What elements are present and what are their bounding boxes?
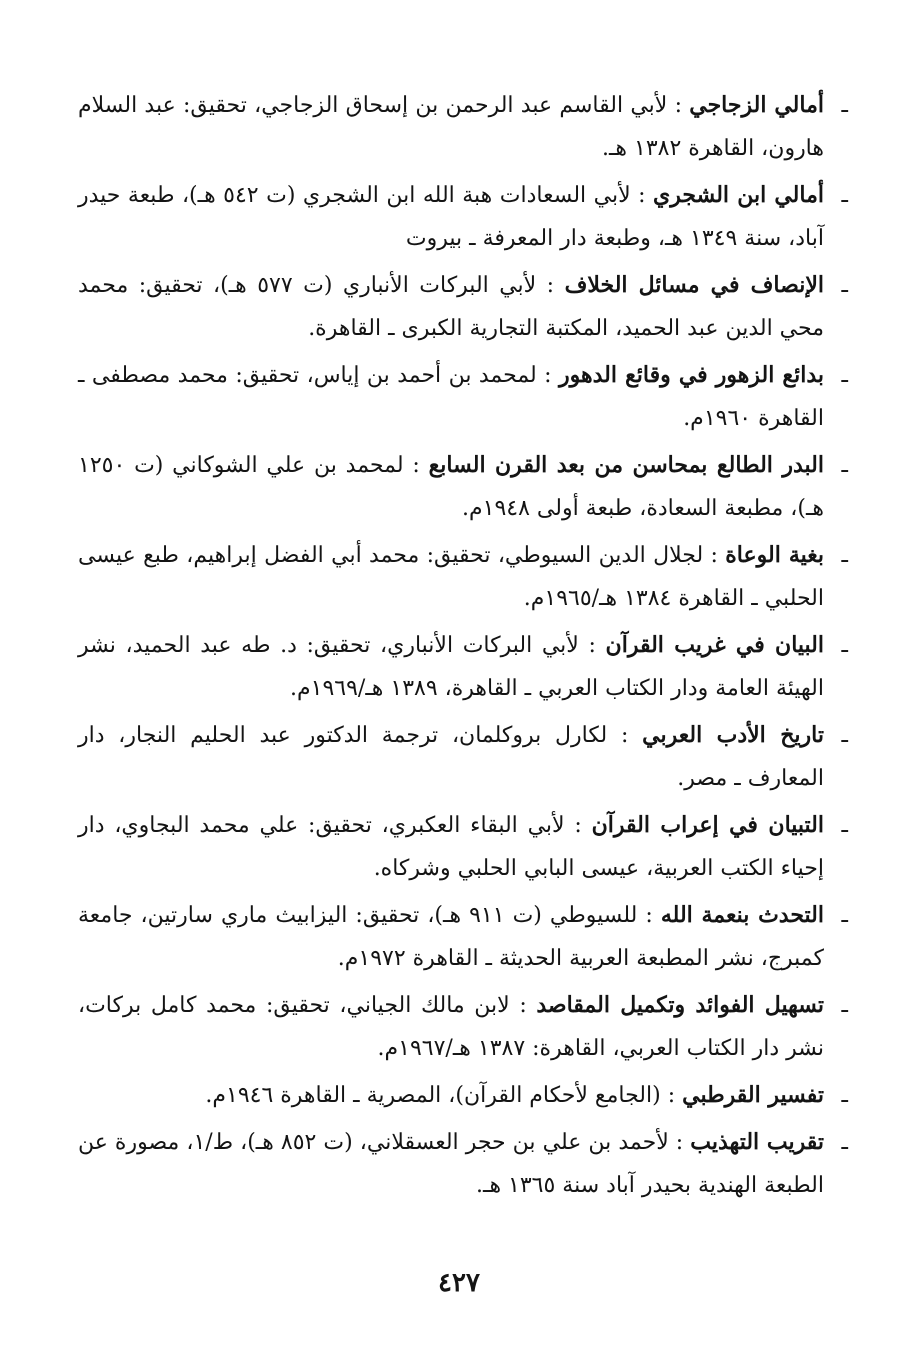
entry-bullet: ـ (841, 543, 848, 568)
entry-details: : لأبي القاسم عبد الرحمن بن إسحاق الزجاجي، تحقيق: عبد السلام هارون، القاهرة ١٣٨٢ هـ. (78, 93, 824, 161)
bibliography-entry (78, 1074, 848, 1117)
entry-title: التبيان في إعراب القرآن (591, 812, 824, 838)
entry-details: : لكارل بروكلمان، ترجمة الدكتور عبد الحليم النجار، دار المعارف ـ مصر. (78, 723, 824, 791)
entry-details: : (الجامع لأحكام القرآن)، المصرية ـ القاهرة ١٩٤٦م. (205, 1083, 676, 1108)
entry-bullet: ـ (841, 1130, 848, 1155)
entry-details: : لابن مالك الجياني، تحقيق: محمد كامل بركات، نشر دار الكتاب العربي، القاهرة: ١٣٨٧ هـ/١٩٦٧م. (78, 993, 824, 1061)
entry-details: : لجلال الدين السيوطي، تحقيق: محمد أبي الفضل إبراهيم، طبع عيسى الحلبي ـ القاهرة ١٣٨٤ هـ/١٩٦٥م. (78, 543, 824, 611)
entry-bullet: ـ (841, 903, 848, 928)
entry-bullet: ـ (841, 183, 848, 208)
entry-title: التحدث بنعمة الله (660, 902, 824, 928)
entry-details: : لمحمد بن أحمد بن إياس، تحقيق: محمد مصطفى ـ القاهرة ١٩٦٠م. (78, 363, 824, 431)
entry-title: البدر الطالع بمحاسن من بعد القرن السابع (428, 452, 824, 478)
bibliography-entry (78, 444, 848, 530)
entry-details: : لمحمد بن علي الشوكاني (ت ١٢٥٠ هـ)، مطبعة السعادة، طبعة أولى ١٩٤٨م. (78, 453, 824, 521)
bibliography-entry (78, 354, 848, 440)
entry-title: بغية الوعاة (725, 542, 824, 568)
entry-details: : لأحمد بن علي بن حجر العسقلاني، (ت ٨٥٢ هـ)، ط/١، مصورة عن الطبعة الهندية بحيدر آباد سنة ١٣٦٥ هـ. (78, 1130, 824, 1198)
entry-bullet: ـ (841, 723, 848, 748)
entry-details: : للسيوطي (ت ٩١١ هـ)، تحقيق: اليزابيث ماري سارتين، جامعة كمبرج، نشر المطبعة العربية الحديثة ـ القاهرة ١٩٧٢م. (78, 903, 824, 971)
entry-details: : لأبي البركات الأنباري (ت ٥٧٧ هـ)، تحقيق: محمد محي الدين عبد الحميد، المكتبة التجارية الكبرى ـ القاهرة. (78, 273, 824, 341)
bibliography-entry (78, 1121, 848, 1207)
entry-title: أمالي الزجاجي (689, 92, 824, 118)
bibliography-entry (78, 264, 848, 350)
entry-bullet: ـ (841, 273, 848, 298)
entry-title: أمالي ابن الشجري (653, 182, 824, 208)
entry-bullet: ـ (841, 363, 848, 388)
entry-bullet: ـ (841, 1083, 848, 1108)
entry-details: : لأبي السعادات هبة الله ابن الشجري (ت ٥٤٢ هـ)، طبعة حيدر آباد، سنة ١٣٤٩ هـ، وطبعة دار المعرفة ـ بيروت (78, 183, 824, 251)
bibliography-list (78, 84, 848, 1211)
entry-details: : لأبي البقاء العكبري، تحقيق: علي محمد البجاوي، دار إحياء الكتب العربية، عيسى البابي الحلبي وشركاه. (78, 813, 824, 881)
bibliography-entry (78, 984, 848, 1070)
entry-title: البيان في غريب القرآن (605, 632, 824, 658)
bibliography-entry (78, 804, 848, 890)
entry-bullet: ـ (841, 93, 848, 118)
page-number: ٤٢٧ (438, 1268, 480, 1298)
bibliography-entry (78, 84, 848, 170)
entry-bullet: ـ (841, 993, 848, 1018)
entry-title: بدائع الزهور في وقائع الدهور (559, 362, 825, 388)
entry-bullet: ـ (841, 633, 848, 658)
entry-title: تقريب التهذيب (690, 1129, 824, 1155)
bibliography-entry (78, 714, 848, 800)
entry-details: : لأبي البركات الأنباري، تحقيق: د. طه عبد الحميد، نشر الهيئة العامة ودار الكتاب العربي ـ القاهرة، ١٣٨٩ هـ/١٩٦٩م. (78, 633, 824, 701)
bibliography-entry (78, 174, 848, 260)
entry-title: الإنصاف في مسائل الخلاف (564, 272, 824, 298)
entry-bullet: ـ (841, 813, 848, 838)
bibliography-entry (78, 894, 848, 980)
entry-bullet: ـ (841, 453, 848, 478)
bibliography-entry (78, 624, 848, 710)
entry-title: تسهيل الفوائد وتكميل المقاصد (536, 992, 824, 1018)
entry-title: تاريخ الأدب العربي (642, 722, 824, 748)
bibliography-entry (78, 534, 848, 620)
entry-title: تفسير القرطبي (682, 1082, 824, 1108)
